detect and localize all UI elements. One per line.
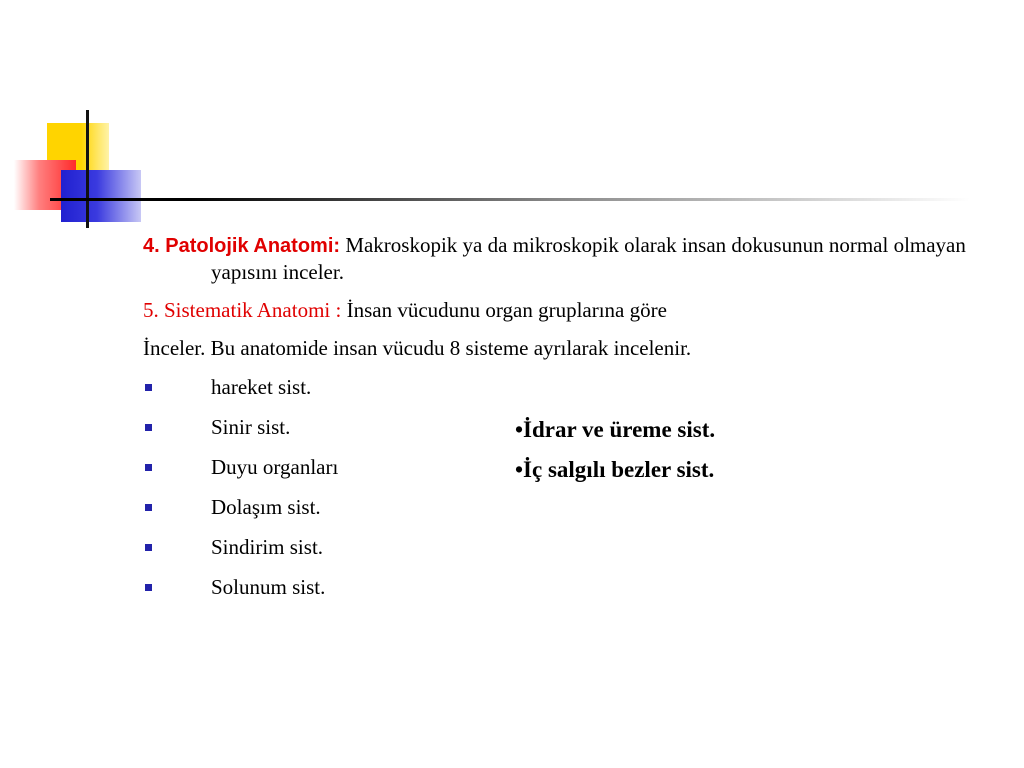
blue-square-decoration <box>61 170 141 222</box>
list-item-label: Duyu organları <box>211 455 339 479</box>
list-item: •İdrar ve üreme sist. <box>515 417 716 442</box>
list-item-label: Dolaşım sist. <box>211 495 321 519</box>
paragraph-patolojik-anatomi <box>143 232 983 285</box>
list-item <box>143 373 983 401</box>
paragraph-5-heading: 5. Sistematik Anatomi : <box>143 298 342 322</box>
paragraph-4-text: Makroskopik ya da mikroskopik olarak insan dokusunun normal olmayan yapısını inceler. <box>211 233 966 284</box>
paragraph-5-text: İnsan vücudunu organ gruplarına göre <box>341 298 667 322</box>
list-item-label: hareket sist. <box>211 375 312 399</box>
list-item <box>143 493 983 521</box>
paragraph-sistem-intro: İnceler. Bu anatomide insan vücudu 8 sisteme ayrılarak incelenir. <box>143 336 692 360</box>
square-bullet-icon <box>145 464 152 471</box>
list-item-label: Sindirim sist. <box>211 535 324 559</box>
list-item-label: Solunum sist. <box>211 575 326 599</box>
horizontal-rule <box>50 198 970 201</box>
square-bullet-icon <box>145 504 152 511</box>
list-item <box>143 533 983 561</box>
square-bullet-icon <box>145 384 152 391</box>
systems-right-column <box>515 410 715 490</box>
title-decoration <box>0 0 1024 240</box>
vertical-rule <box>86 110 89 228</box>
list-item <box>143 573 983 601</box>
square-bullet-icon <box>145 584 152 591</box>
paragraph-4-heading: 4. Patolojik Anatomi: <box>143 235 341 257</box>
square-bullet-icon <box>145 424 152 431</box>
list-item: •İç salgılı bezler sist. <box>515 457 715 482</box>
paragraph-sistematik-anatomi <box>143 297 983 323</box>
square-bullet-icon <box>145 544 152 551</box>
list-item-label: Sinir sist. <box>211 415 291 439</box>
